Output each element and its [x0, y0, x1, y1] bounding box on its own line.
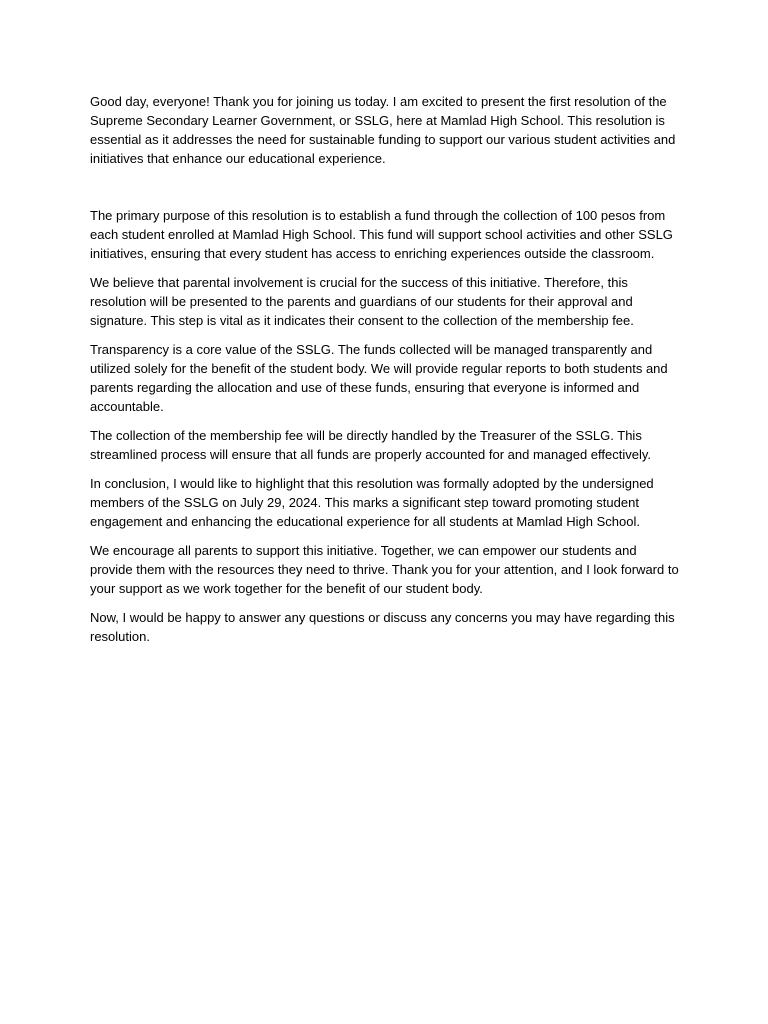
document-body [90, 92, 682, 656]
paragraph-parental-involvement: We believe that parental involvement is crucial for the success of this initiative. Therefore, this resolution will be presented to the parents and guardians of our students for their approval and signature. This step is vital as it indicates their consent to the collection of the membership fee. [90, 275, 634, 328]
paragraph-conclusion: In conclusion, I would like to highlight that this resolution was formally adopted by the undersigned members of the SSLG on July 29, 2024. This marks a significant step toward promoting student engagement and enhancing the educational experience for all students at Mamlad High School. [90, 476, 654, 529]
paragraph-purpose: The primary purpose of this resolution is to establish a fund through the collection of 100 pesos from each student enrolled at Mamlad High School. This fund will support school activities and other SSLG initiatives, ensuring that every student has access to enriching experiences outside the classroom. [90, 208, 673, 261]
paragraph-encouragement: We encourage all parents to support this initiative. Together, we can empower our students and provide them with the resources they need to thrive. Thank you for your attention, and I look forward to your support as we work together for the benefit of our student body. [90, 543, 679, 596]
paragraph-introduction: Good day, everyone! Thank you for joining us today. I am excited to present the first resolution of the Supreme Secondary Learner Government, or SSLG, here at Mamlad High School. This resolution is essential as it addresses the need for sustainable funding to support our various student activities and initiatives that enhance our educational experience. [90, 94, 676, 166]
paragraph-closing: Now, I would be happy to answer any questions or discuss any concerns you may have regarding this resolution. [90, 610, 675, 644]
paragraph-transparency: Transparency is a core value of the SSLG. The funds collected will be managed transparently and utilized solely for the benefit of the student body. We will provide regular reports to both students and parents regarding the allocation and use of these funds, ensuring that everyone is informed and accountable. [90, 342, 668, 414]
paragraph-collection: The collection of the membership fee will be directly handled by the Treasurer of the SSLG. This streamlined process will ensure that all funds are properly accounted for and managed effectively. [90, 428, 651, 462]
